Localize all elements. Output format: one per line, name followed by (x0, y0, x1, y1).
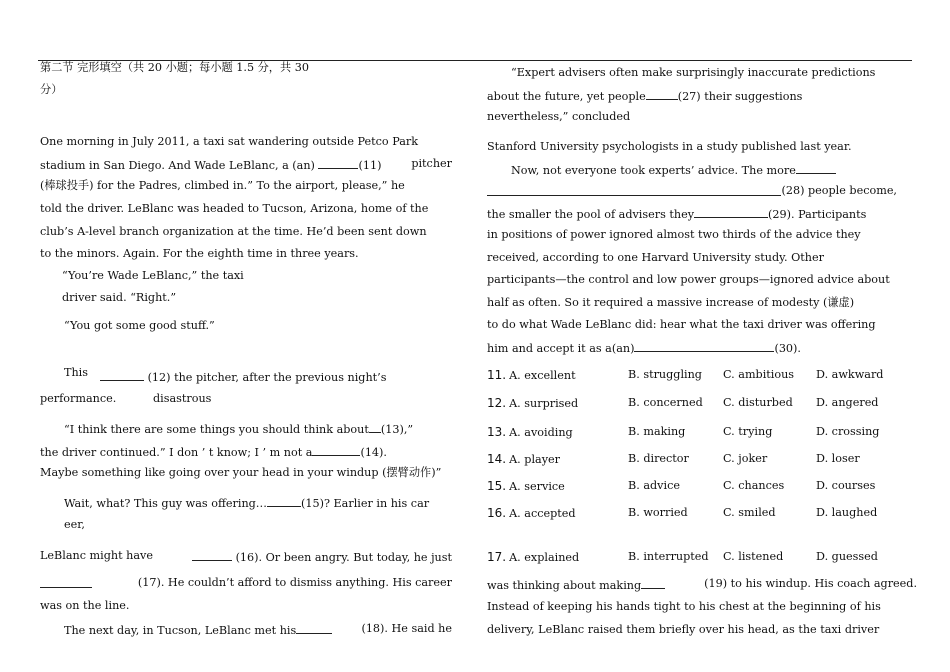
passage-line: LeBlanc might have (16). Or been angry. But today, he just (40, 549, 452, 564)
blank-27[interactable] (646, 88, 678, 100)
passage-line: (棒球投手) for the Padres, climbed in.” To the airport, please,” he (40, 179, 405, 192)
passage-line: received, according to one Harvard University study. Other (487, 251, 824, 264)
option-d[interactable]: D. loser (816, 452, 860, 465)
passage-line: disastrous (153, 392, 212, 405)
blank-30[interactable] (634, 340, 774, 352)
passage-line: Now, not everyone took experts’ advice. The more (511, 162, 836, 178)
option-row-16: 16. A. accepted (487, 506, 576, 520)
passage-line: the driver continued.” I don ’ t know; I ’ m not a (14). (40, 446, 387, 459)
passage-line: about the future, yet people (27) their suggestions (487, 90, 803, 103)
option-b[interactable]: B. director (628, 452, 689, 465)
passage-line: (28) people become, (487, 184, 897, 198)
option-row-11: 11. A. excellent (487, 368, 576, 382)
option-c[interactable]: C. listened (723, 550, 784, 563)
option-row-14: 14. A. player (487, 452, 560, 466)
passage-line: was on the line. (40, 599, 130, 612)
passage-line: Stanford University psychologists in a study published last year. (487, 140, 852, 153)
blank-18[interactable] (296, 622, 332, 634)
passage-line: half as often. So it required a massive increase of modesty (谦虚) (487, 296, 855, 309)
option-b[interactable]: B. interrupted (628, 550, 709, 563)
passage-line: (17). He couldn’t afford to dismiss anything. His career (40, 576, 452, 590)
dialogue-line: “You got some good stuff.” (64, 319, 215, 332)
option-d[interactable]: D. crossing (816, 425, 880, 438)
blank-14[interactable] (312, 444, 360, 456)
blank-11[interactable] (318, 157, 358, 169)
option-row-17: 17. A. explained (487, 550, 580, 564)
option-row-12: 12. A. surprised (487, 396, 579, 410)
option-b[interactable]: B. struggling (628, 368, 702, 381)
blank-15[interactable] (267, 495, 301, 507)
passage-line: nevertheless,” concluded (487, 110, 631, 123)
option-c[interactable]: C. trying (723, 425, 773, 438)
passage-line: was thinking about making (19) to his windup. His coach agreed. (487, 577, 917, 592)
blank-16[interactable] (192, 549, 232, 561)
passage-line: (12) the pitcher, after the previous night’s (100, 369, 386, 385)
passage-line: him and accept it as a(an) (30). (487, 342, 801, 355)
blank-19[interactable] (641, 577, 665, 589)
passage-line: participants—the control and low power groups—ignored advice about (487, 273, 890, 286)
passage-line: One morning in July 2011, a taxi sat wandering outside Petco Park (40, 135, 419, 148)
passage-line: delivery, LeBlanc raised them briefly over his head, as the taxi driver (487, 623, 880, 636)
passage-line: the smaller the pool of advisers they (29). Participants (487, 208, 867, 221)
passage-line: told the driver. LeBlanc was headed to Tucson, Arizona, home of the (40, 202, 429, 215)
blank-17[interactable] (40, 576, 92, 588)
passage-line: to the minors. Again. For the eighth time in three years. (40, 247, 359, 260)
option-c[interactable]: C. disturbed (723, 396, 793, 409)
section-title-cont: 分） (40, 83, 63, 96)
dialogue-line: “You’re Wade LeBlanc,” the taxi (62, 269, 244, 282)
blank-29[interactable] (694, 206, 768, 218)
option-b[interactable]: B. advice (628, 479, 680, 492)
option-d[interactable]: D. guessed (816, 550, 878, 563)
passage-line: This (64, 366, 88, 379)
option-d[interactable]: D. courses (816, 479, 876, 492)
option-b[interactable]: B. making (628, 425, 686, 438)
option-c[interactable]: C. smiled (723, 506, 776, 519)
blank-13[interactable] (369, 421, 381, 433)
passage-line: stadium in San Diego. And Wade LeBlanc, a (an) (11) pitcher (40, 157, 452, 172)
passage-line: The next day, in Tucson, LeBlanc met his (18). He said he (64, 622, 452, 637)
option-b[interactable]: B. worried (628, 506, 688, 519)
option-d[interactable]: D. awkward (816, 368, 884, 381)
blank-12[interactable] (100, 369, 144, 381)
option-d[interactable]: D. angered (816, 396, 879, 409)
option-c[interactable]: C. chances (723, 479, 785, 492)
option-d[interactable]: D. laughed (816, 506, 878, 519)
passage-line: “I think there are some things you should think about (13),” (64, 423, 414, 436)
passage-line: Wait, what? This guy was offering… (15)? Earlier in his car (64, 497, 430, 510)
section-title: 第二节 完形填空（共 20 小题；每小题 1.5 分，共 30 (40, 61, 309, 74)
option-row-13: 13. A. avoiding (487, 425, 573, 439)
passage-line: performance. (40, 392, 117, 405)
option-row-15: 15. A. service (487, 479, 565, 493)
passage-line: Instead of keeping his hands tight to his chest at the beginning of his (487, 600, 881, 613)
option-b[interactable]: B. concerned (628, 396, 703, 409)
blank-28[interactable] (796, 162, 836, 174)
passage-line: in positions of power ignored almost two thirds of the advice they (487, 228, 861, 241)
passage-line: “Expert advisers often make surprisingly inaccurate predictions (511, 66, 876, 79)
passage-line: club’s A-level branch organization at the time. He’d been sent down (40, 225, 427, 238)
passage-line: Maybe something like going over your head in your windup (摆臂动作)” (40, 466, 442, 479)
dialogue-line: driver said. “Right.” (62, 291, 177, 304)
option-c[interactable]: C. joker (723, 452, 768, 465)
option-c[interactable]: C. ambitious (723, 368, 795, 381)
passage-line: to do what Wade LeBlanc did: hear what the taxi driver was offering (487, 318, 876, 331)
passage-line: eer, (64, 518, 85, 531)
